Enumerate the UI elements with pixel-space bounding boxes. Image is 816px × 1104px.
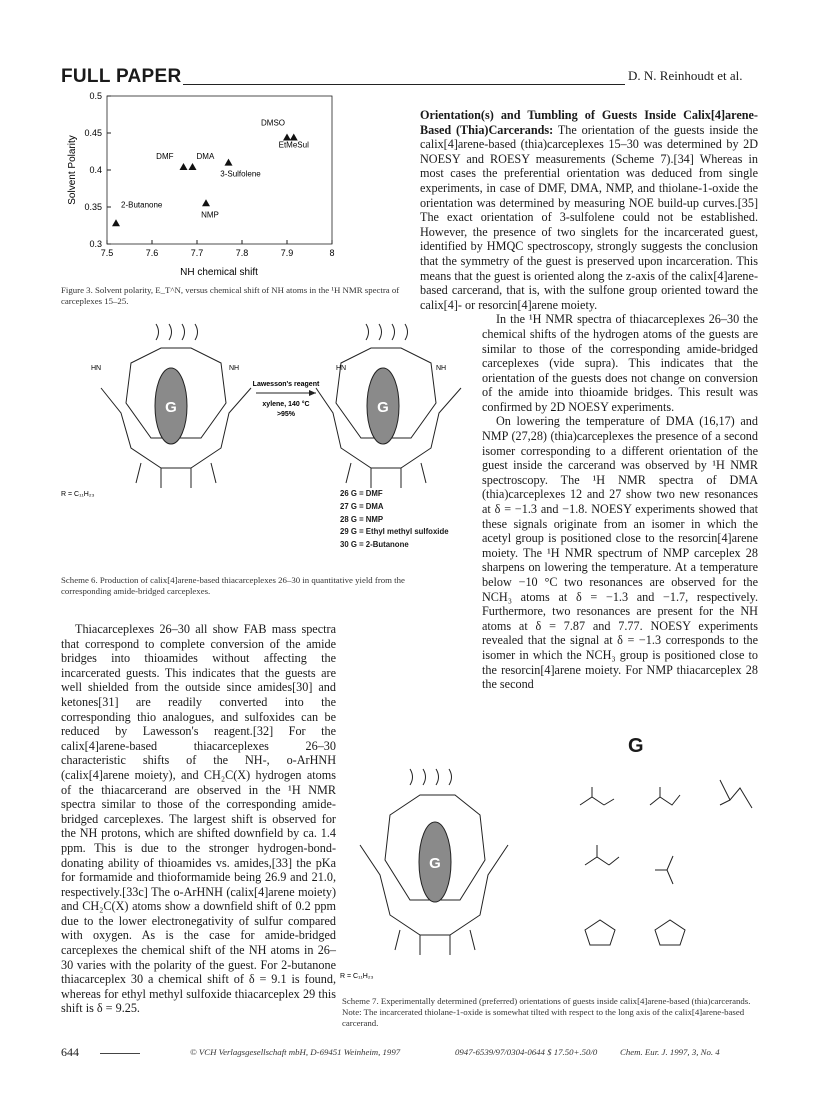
x-tick-label: 7.7 [190,248,204,258]
left-paragraph-1: Thiacarceplexes 26–30 all show FAB mass spectra that correspond to complete conversion of the amide bridges into thioamides without affecting the incarcerated guests. This indicates that the guests are well shielded from the outside since amides[30] and ketones[31] are readily converted into the corresponding thio analogues, and sulfoxides can be reduced by Lawesson's reagent.[32] For the calix[4]arene-based thiacarceplexes 26–30 characteristic shifts of the NH-, o-ArHNH (calix[4]arene moiety), and CH₂C(X) hydrogen atoms of the thiacarcerand are observed in the ¹H NMR spectra similar to those of the corresponding amide-bridged carceplexes. The largest shift is observed for the NH protons, which are shifted downfield by ca. 1.4 ppm. This is due to the stronger hydrogen-bond-donating ability of thioamides vs. amides,[33] the pKa for formamide and thioformamide being 26.9 and 21.0, respectively.[33c] The o-ArHNH (calix[4]arene moiety) and CH₂C(X) atoms show a downfield shift of 0.2 ppm due to the lower electronegativity of sulfur compared with oxygen. As is the case for amide-bridged carceplexes the chemical shift of the NH atoms in 26–30 varies with the polarity of the guest. For 2-butanone thiacarceplex 30 a chemical shift of δ = 9.1 is found, whereas for ethyl methyl sulfoxide thiacarceplex 29 this shift is δ = 9.25. [61,622,336,1016]
y-tick-label: 0.5 [89,91,102,101]
x-tick-label: 7.8 [235,248,249,258]
right-paragraph-1 [420,108,758,312]
point-label: 3-Sulfolene [220,169,261,179]
right-column [420,108,758,692]
x-tick-label: 7.9 [280,248,294,258]
guest-heading: G [628,735,644,757]
scheme6-caption: Scheme 6. Production of calix[4]arene-based thiacarceplexes 26–30 in quantitative yield from the corresponding amide-bridged carceplexes. [61,575,405,596]
scheme7-drawing [340,760,758,992]
hn-label-right: HN [336,365,347,372]
r-group-label: R = C₁₁H₂₃ [340,973,374,980]
header-rule [183,84,625,85]
arrow-head-icon [309,390,316,396]
section-label: FULL PAPER [61,66,182,87]
legend-item: 28 G = NMP [340,514,384,524]
point-label: EtMeSul [278,140,309,150]
data-point [189,163,197,170]
x-tick-label: 7.6 [145,248,159,258]
point-label: DMA [196,152,215,162]
point-label: DMSO [261,118,285,128]
yield-label: >95% [276,411,296,418]
right-paragraph-2: In the ¹H NMR spectra of thiacarceplexes 26–30 the chemical shifts of the hydrogen atoms of the guests are similar to those of the corresponding amide-bridged carceplexes (vide supra). This indicates that the orientation of the guests does not change on conversion of the amide into thioamide bridges. This result was confirmed by 2D NOESY experiments. [482,312,758,414]
reagent-label: Lawesson's reagent [252,381,320,388]
section-heading: Orientation(s) and Tumbling of Guests Inside Calix[4]arene-Based (Thia)Carcerands: [420,108,758,137]
guest-label-left: G [165,399,177,416]
hn-label-left: HN [91,365,102,372]
data-point [112,219,120,226]
data-point [225,159,233,166]
figure3-chart [61,90,361,280]
journal-citation: Chem. Eur. J. 1997, 3, No. 4 [620,1047,720,1057]
data-point [283,133,291,140]
nh-label-right: NH [436,365,447,372]
guest-label-right: G [377,399,389,416]
y-tick-label: 0.45 [84,128,102,138]
point-label: NMP [201,210,219,220]
x-axis-label: NH chemical shift [180,267,258,278]
footer-rule [100,1053,140,1054]
conditions-label: xylene, 140 °C [262,401,310,408]
x-tick-label: 8 [329,248,335,258]
figure3-caption: Figure 3. Solvent polarity, E_T^N, versus chemical shift of NH atoms in the ¹H NMR spectra of carceplexes 15–25. [61,285,400,306]
legend-item: 27 G = DMA [340,501,384,511]
guest-label: G [429,855,441,872]
issn-code: 0947-6539/97/0304-0644 $ 17.50+.50/0 [455,1047,598,1057]
y-tick-label: 0.35 [84,202,102,212]
nh-label-left: NH [229,365,240,372]
r-group-label-left: R = C₁₁H₂₃ [61,491,95,498]
data-point [202,199,210,206]
legend-item: 29 G = Ethyl methyl sulfoxide [340,527,449,537]
y-axis-label: Solvent Polarity [67,135,78,205]
legend-item: 26 G = DMF [340,489,383,498]
x-tick-label: 7.5 [100,248,114,258]
y-tick-label: 0.4 [89,165,102,175]
publisher-line: © VCH Verlagsgesellschaft mbH, D-69451 Weinheim, 1997 [190,1047,401,1057]
page-number: 644 [61,1045,79,1059]
right-paragraph-1-body: The orientation of the guests inside the calix[4]arene-based (thia)carceplexes 15–30 was determined by 2D NOESY and ROESY measurements (Scheme 7).[34] Whereas in most cases the preferential orientation was deduced from single experiments, in case of DMF, DMA, NMP, and thiolane-1-oxide the orientation was determined by measuring NOE build-up curves.[35] The exact orientation of 3-sulfolene could not be established. However, the presence of two singlets for the incarcerated guest, identified by HMQC spectroscopy, strongly suggests the conclusion that the symmetry of the guest is preserved upon incarceration. This means that the guest is oriented along the z-axis of the calix[4]arene-based carcerand, that is, with the sulfone group oriented toward the calix[4]- or resorcin[4]arene moiety. [420,122,759,312]
scheme7-caption: Scheme 7. Experimentally determined (preferred) orientations of guests inside calix[4]arene-based (thia)carcerands. Note: The incarcerated thiolane-1-oxide is somewhat tilted with respect to the long axis of the calix[4]arene-based carcerand. [342,996,751,1028]
data-point [290,133,298,140]
legend-item: 30 G = 2-Butanone [340,540,409,550]
author-running-head: D. N. Reinhoudt et al. [628,68,743,83]
right-paragraph-3: On lowering the temperature of DMA (16,17) and NMP (27,28) (thia)carceplexes the presence of a second isomer corresponding to a different orientation of the guest inside the carcerand was observed by ¹H NMR spectroscopy. The ¹H NMR spectra of DMA (thia)carceplexes 12 and 27 show two new resonances at δ = −1.3 and −1.8. NOESY experiments showed that these signals originate from an isomer in which the acetyl group is positioned close to the resorcin[4]arene moiety. The ¹H NMR spectrum of NMP carceplex 28 sharpens on lowering the temperature. At a temperature below −10 °C two resonances are observed for the NCH₃ atoms at δ = −1.3 and −1.7, respectively. Furthermore, two resonances are present for the NH atoms at δ = 7.87 and 7.77. NOESY experiments revealed that the signal at δ = −1.3 corresponds to the isomer in which the NCH₃ group is positioned close to the resorcin[4]arene moiety. For NMP thiacarceplex 28 the second [482,414,758,692]
point-label: 2-Butanone [121,200,163,210]
data-point [180,163,188,170]
point-label: DMF [156,152,174,162]
y-tick-label: 0.3 [89,239,102,249]
guest-structures [580,780,752,945]
